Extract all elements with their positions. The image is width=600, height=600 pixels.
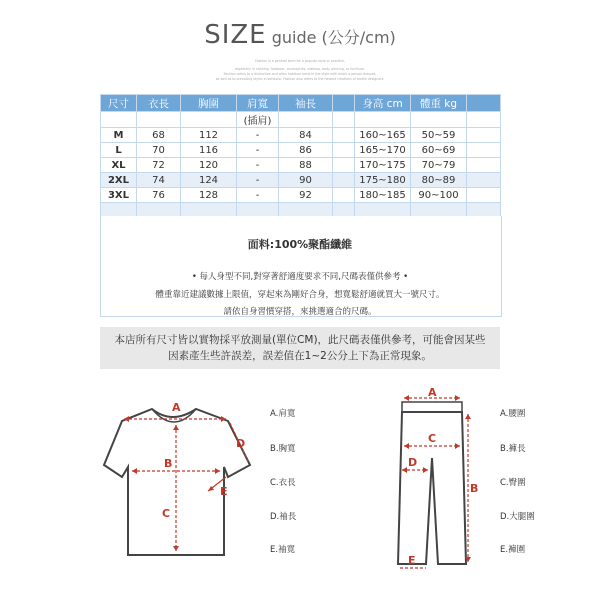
letter-b: B: [164, 457, 173, 470]
cell: -: [237, 128, 279, 143]
pants-letter-c: C: [428, 432, 437, 445]
pants-waistband: [402, 402, 462, 412]
shirt-label-d: D.袖長: [270, 512, 297, 522]
size-table: [100, 94, 501, 218]
note-line-1: • 每人身型不同,對穿著舒適度要求不同,尺碼表僅供參考 •: [191, 272, 409, 282]
header-height: 身高 cm: [355, 95, 411, 112]
cell: -: [237, 173, 279, 188]
header-length: 衣長: [137, 95, 181, 112]
cell: [333, 188, 355, 203]
cell: [467, 158, 501, 173]
cell: [333, 173, 355, 188]
fabric-text: 面料:100%聚酯纖維: [247, 238, 353, 251]
shirt-label-c: C.衣長: [270, 478, 296, 488]
cell: 175~180: [355, 173, 411, 188]
page-title: [0, 20, 600, 50]
header-shoulder: 肩寬: [237, 95, 279, 112]
pants-letter-e: E: [408, 554, 416, 567]
cell: [467, 143, 501, 158]
cell: 50~59: [411, 128, 467, 143]
header-blank-1: [333, 95, 355, 112]
cell: -: [237, 143, 279, 158]
header-sleeve: 袖長: [279, 95, 333, 112]
cell: 72: [137, 158, 181, 173]
cell: M: [101, 128, 137, 143]
cell: XL: [101, 158, 137, 173]
cell: -: [237, 188, 279, 203]
cell: 84: [279, 128, 333, 143]
cell: [467, 173, 501, 188]
cell: [333, 128, 355, 143]
note-line-3: 請依自身習慣穿搭，來挑選適合的尺碼。: [223, 307, 377, 317]
cell: 116: [181, 143, 237, 158]
cell: 128: [181, 188, 237, 203]
tshirt-diagram: [100, 395, 260, 560]
cell: 92: [279, 188, 333, 203]
cell: 2XL: [101, 173, 137, 188]
cell: 90: [279, 173, 333, 188]
cell: [467, 128, 501, 143]
pants-letter-b: B: [470, 482, 479, 495]
letter-c: C: [162, 507, 171, 520]
pants-label-c: C.臀圍: [500, 478, 526, 488]
table-row: [101, 188, 501, 203]
shirt-label-a: A.肩寬: [270, 409, 296, 419]
cell: 70~79: [411, 158, 467, 173]
pants-label-b: B.褲長: [500, 444, 526, 454]
fashion-blurb-1: Fashion is a general term for a popular style or practice,: [255, 59, 345, 63]
cell: 70: [137, 143, 181, 158]
header-size: 尺寸: [101, 95, 137, 112]
shoulder-note: (插肩): [237, 112, 279, 128]
note-line-2: 體重靠近建議數據上限值，穿起來為剛好合身，想寬鬆舒適就買大一號尺寸。: [155, 290, 445, 300]
table-row: [101, 128, 501, 143]
cell: 180~185: [355, 188, 411, 203]
pants-letter-a: A: [428, 388, 437, 399]
pants-letter-d: D: [408, 456, 418, 469]
shirt-label-e: E.袖寬: [270, 545, 296, 555]
table-row: [101, 143, 501, 158]
fashion-blurb-2: especially in clothing, footwear, accessories, makeup, body piercing, or furniture.: [235, 67, 365, 71]
cell: L: [101, 143, 137, 158]
letter-a: A: [172, 401, 181, 414]
cell: 165~170: [355, 143, 411, 158]
header-chest: 胸圍: [181, 95, 237, 112]
notes-box: [100, 216, 502, 317]
notice-text: 本店所有尺寸皆以實物採平放測量(單位CM)，此尺碼表僅供參考，可能會因某些因素產生些許誤差，誤差值在1~2公分上下為正常現象。: [114, 334, 486, 362]
letter-d: D: [236, 437, 246, 450]
table-subheader-row: [101, 112, 501, 128]
header-weight: 體重 kg: [411, 95, 467, 112]
cell: 124: [181, 173, 237, 188]
cell: 120: [181, 158, 237, 173]
title-guide: guide (公分/cm): [271, 28, 396, 47]
table-row: [101, 158, 501, 173]
cell: 90~100: [411, 188, 467, 203]
header-blank-2: [467, 95, 501, 112]
cell: [333, 143, 355, 158]
tshirt-outline: [104, 409, 250, 555]
cell: 86: [279, 143, 333, 158]
pants-diagram: [380, 388, 480, 573]
cell: 68: [137, 128, 181, 143]
fashion-blurb-4: as well as to prevailing styles in behavior. Fashion also refers to the newest creations of textile designers.: [215, 77, 385, 81]
cell: [467, 188, 501, 203]
table-row: [101, 173, 501, 188]
pants-label-e: E.褲圍: [500, 545, 526, 555]
cell: 160~165: [355, 128, 411, 143]
cell: 88: [279, 158, 333, 173]
title-size: SIZE: [204, 20, 267, 50]
cell: 60~69: [411, 143, 467, 158]
cell: 112: [181, 128, 237, 143]
cell: 74: [137, 173, 181, 188]
cell: 80~89: [411, 173, 467, 188]
cell: 76: [137, 188, 181, 203]
letter-e: E: [220, 485, 228, 498]
cell: -: [237, 158, 279, 173]
shirt-label-b: B.胸寬: [270, 444, 296, 454]
cell: [333, 158, 355, 173]
notice-box: [100, 327, 500, 369]
cell: 3XL: [101, 188, 137, 203]
fashion-blurb-3: Fashion refers to a distinctive and often habitual trend in the style with which a person dresses,: [223, 72, 377, 76]
table-header-row: [101, 95, 501, 112]
cell: 170~175: [355, 158, 411, 173]
pants-label-d: D.大腿圍: [500, 512, 535, 522]
pants-label-a: A.腰圍: [500, 409, 526, 419]
